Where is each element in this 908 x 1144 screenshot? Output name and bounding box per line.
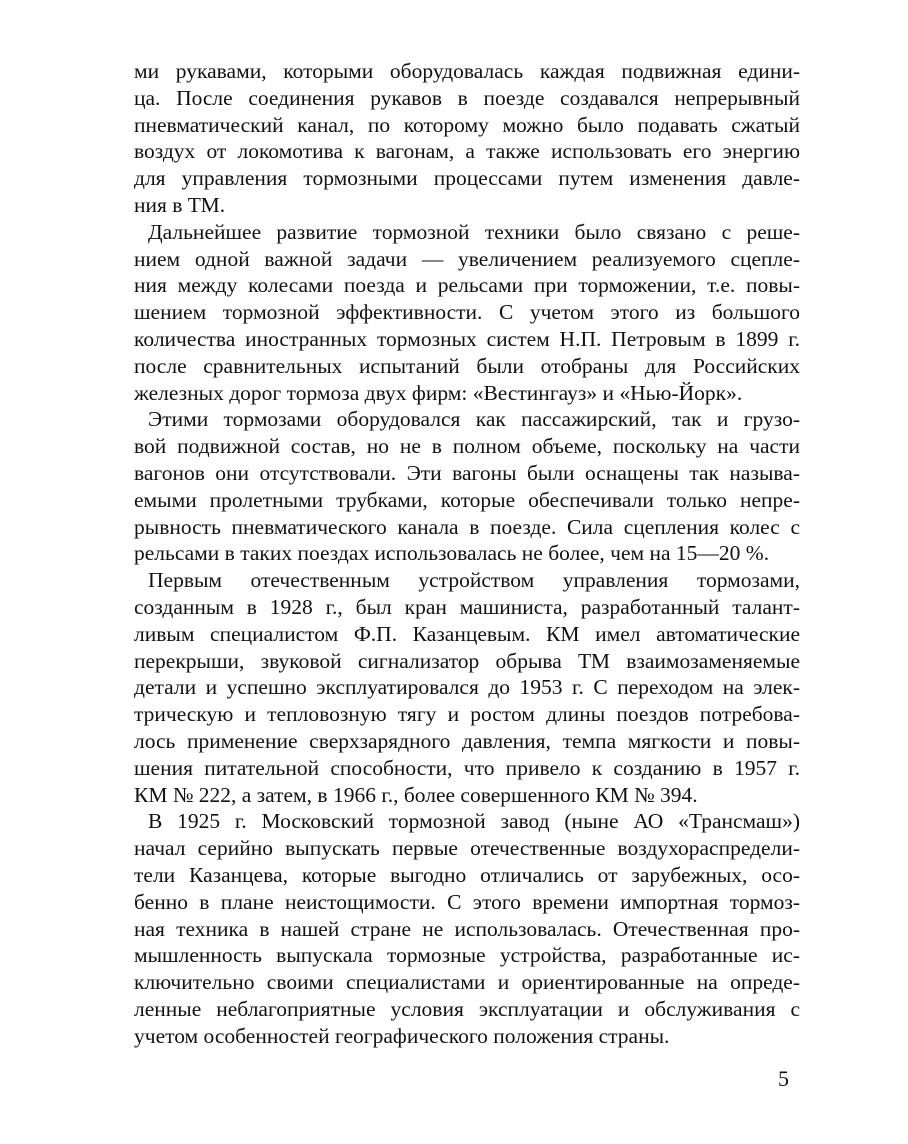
text-line: рельсами в таких поездах использовалась не более, чем на 15—20 %. (134, 541, 770, 566)
text-line: для управления тормозными процессами путем изменения давле- (134, 166, 800, 191)
text-line: количества иностранных тормозных систем Н.П. Петровым в 1899 г. (134, 326, 800, 351)
text-line: В 1925 г. Московский тормозной завод (ныне АО «Трансмаш») (148, 809, 800, 834)
text-line: емыми пролетными трубками, которые обеспечивали только непре- (134, 487, 800, 512)
paragraph (134, 808, 800, 1049)
text-line: ленные неблагоприятные условия эксплуатации и обслуживания с (134, 996, 800, 1021)
text-line: рывность пневматического канала в поезде. Сила сцепления колес с (134, 514, 800, 539)
paragraph (134, 406, 800, 567)
text-line: КМ № 222, а затем, в 1966 г., более совершенного КМ № 394. (134, 782, 698, 807)
text-line: ключительно своими специалистами и ориентированные на опреде- (134, 970, 800, 995)
text-line: вагонов они отсутствовали. Эти вагоны были оснащены так называ- (134, 460, 800, 485)
text-line: бенно в плане неистощимости. С этого времени импортная тормоз- (134, 889, 800, 914)
text-line: вой подвижной состав, но не в полном объеме, поскольку на части (134, 434, 800, 459)
paragraph (134, 58, 800, 219)
page-number: 5 (778, 1066, 789, 1091)
paragraph (134, 567, 800, 808)
paragraph (134, 219, 800, 407)
text-line: шения питательной способности, что привело к созданию в 1957 г. (134, 755, 800, 780)
text-line: ливым специалистом Ф.П. Казанцевым. КМ имел автоматические (134, 621, 800, 646)
text-line: воздух от локомотива к вагонам, а также использовать его энергию (134, 139, 800, 164)
text-line: тели Казанцева, которые выгодно отличались от зарубежных, осо- (134, 862, 800, 887)
text-line: перекрыши, звуковой сигнализатор обрыва ТМ взаимозаменяемые (134, 648, 800, 673)
text-line: ми рукавами, которыми оборудовалась каждая подвижная едини- (134, 59, 800, 83)
text-line: нием одной важной задачи — увеличением реализуемого сцепле- (134, 246, 800, 271)
text-line: начал серийно выпускать первые отечественные воздухораспредели- (134, 836, 800, 861)
text-line: трическую и тепловозную тягу и ростом длины поездов потребова- (134, 702, 800, 727)
text-line: пневматический канал, по которому можно было подавать сжатый (134, 112, 800, 137)
text-line: ния между колесами поезда и рельсами при торможении, т.е. повы- (134, 273, 800, 298)
text-line: Первым отечественным устройством управления тормозами, (148, 568, 800, 593)
text-line: ния в ТМ. (134, 192, 226, 217)
text-line: шением тормозной эффективности. С учетом этого из большого (134, 300, 800, 325)
text-line: детали и успешно эксплуатировался до 1953 г. С переходом на элек- (134, 675, 800, 700)
text-line: учетом особенностей географического положения страны. (134, 1023, 670, 1048)
text-line: железных дорог тормоза двух фирм: «Вестингауз» и «Нью-Йорк». (134, 380, 743, 405)
text-line: созданным в 1928 г., был кран машиниста, разработанный талант- (134, 594, 800, 619)
text-line: лось применение сверхзарядного давления, темпа мягкости и повы- (134, 728, 800, 753)
text-line: мышленность выпускала тормозные устройства, разработанные ис- (134, 943, 800, 968)
body-text (134, 58, 800, 1049)
text-line: Дальнейшее развитие тормозной техники было связано с реше- (148, 219, 800, 244)
text-line: после сравнительных испытаний были отобраны для Российских (134, 353, 800, 378)
text-line: ца. После соединения рукавов в поезде создавался непрерывный (134, 85, 800, 110)
text-line: ная техника в нашей стране не использовалась. Отечественная про- (134, 916, 800, 941)
text-line: Этими тормозами оборудовался как пассажирский, так и грузо- (148, 407, 800, 432)
